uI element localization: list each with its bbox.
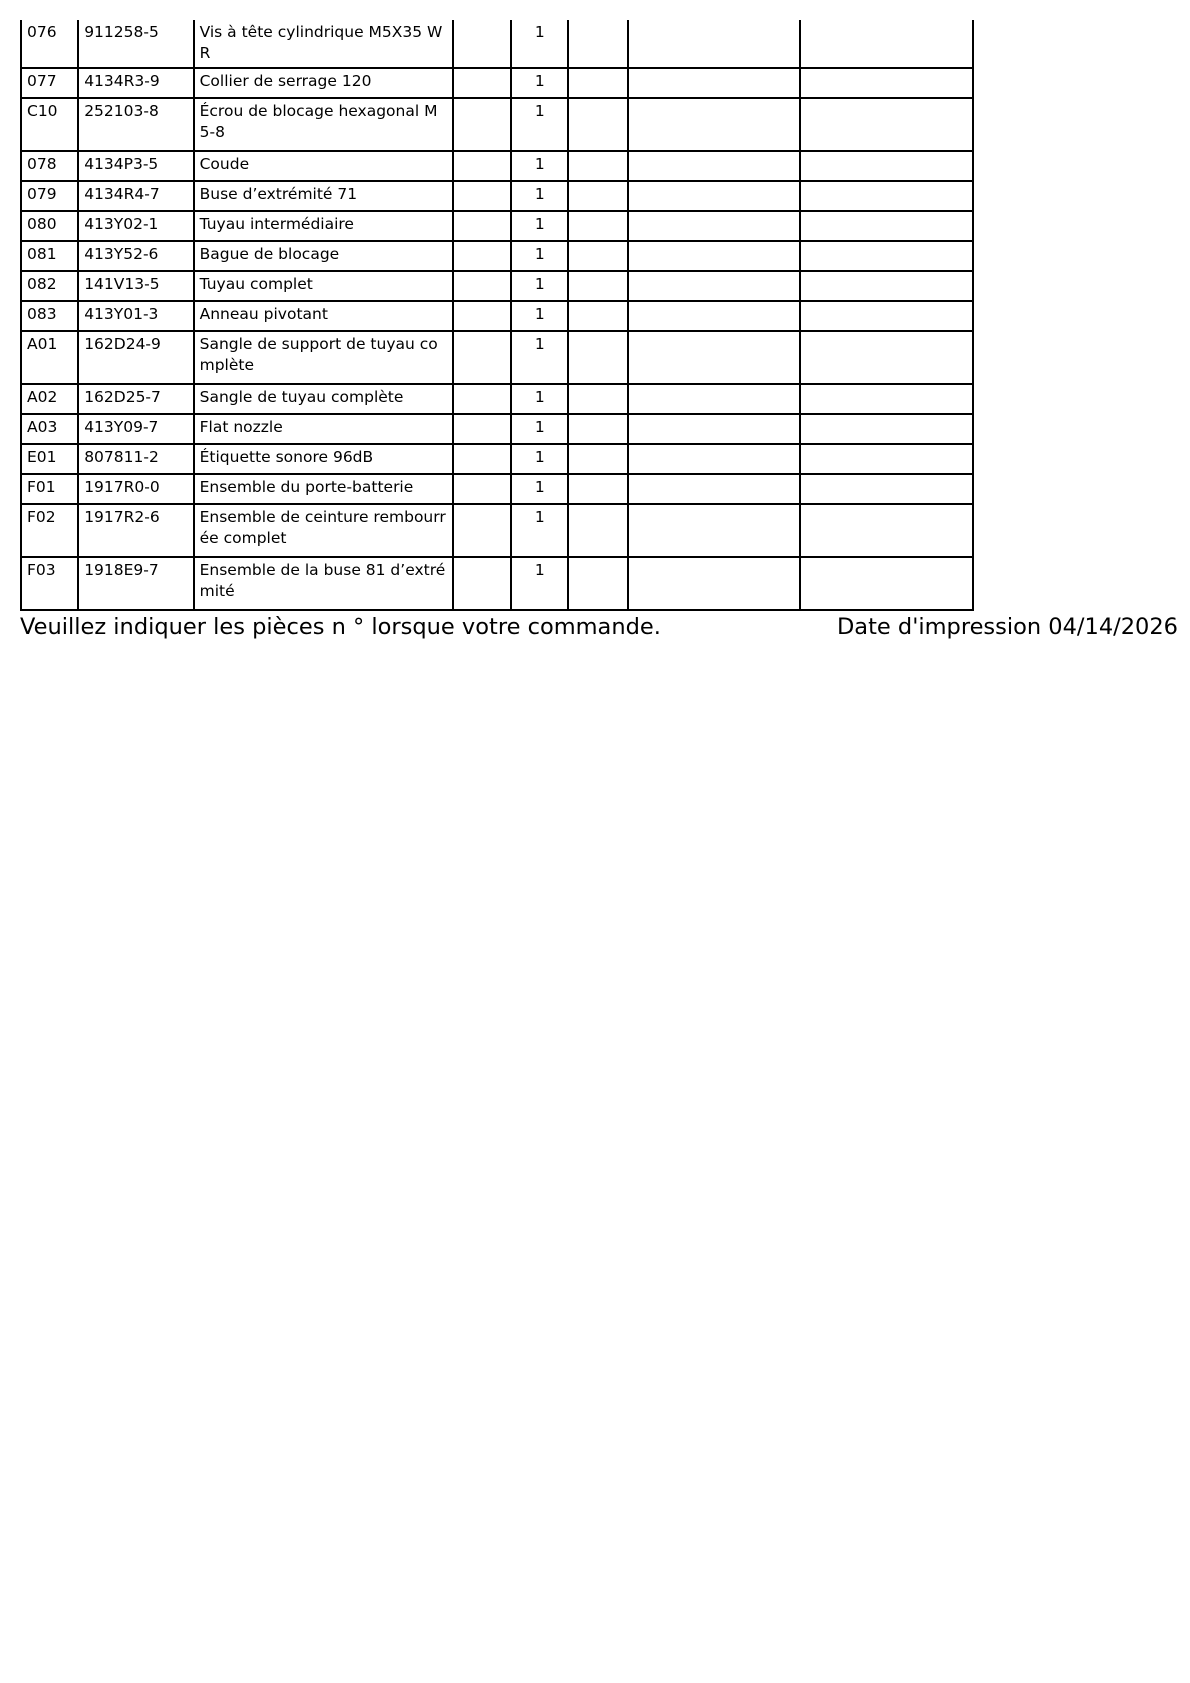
quantity-cell: 1 (511, 301, 568, 331)
table-row (21, 68, 973, 98)
empty-cell (800, 20, 973, 68)
ref-cell: 078 (21, 151, 78, 181)
ref-cell: 082 (21, 271, 78, 301)
empty-cell (453, 557, 511, 610)
table-row (21, 504, 973, 557)
empty-cell (800, 181, 973, 211)
empty-cell (628, 414, 801, 444)
empty-cell (568, 241, 627, 271)
empty-cell (800, 504, 973, 557)
order-instruction-note: Veuillez indiquer les pièces n ° lorsque votre commande. (20, 614, 661, 640)
empty-cell (453, 504, 511, 557)
ref-cell: F02 (21, 504, 78, 557)
quantity-cell: 1 (511, 271, 568, 301)
table-row (21, 211, 973, 241)
table-row (21, 414, 973, 444)
quantity-cell: 1 (511, 98, 568, 151)
quantity-cell: 1 (511, 20, 568, 68)
description-cell: Bague de blocage (194, 241, 453, 271)
table-row (21, 557, 973, 610)
table-row (21, 384, 973, 414)
empty-cell (800, 331, 973, 384)
table-row (21, 444, 973, 474)
empty-cell (628, 241, 801, 271)
empty-cell (800, 98, 973, 151)
part-number-cell: 413Y01-3 (78, 301, 193, 331)
table-row (21, 271, 973, 301)
empty-cell (800, 241, 973, 271)
table-row (21, 241, 973, 271)
description-cell: Sangle de support de tuyau complète (194, 331, 453, 384)
ref-cell: F01 (21, 474, 78, 504)
ref-cell: A02 (21, 384, 78, 414)
ref-cell: 079 (21, 181, 78, 211)
part-number-cell: 413Y52-6 (78, 241, 193, 271)
description-cell: Vis à tête cylindrique M5X35 WR (194, 20, 453, 68)
quantity-cell: 1 (511, 241, 568, 271)
table-row (21, 331, 973, 384)
empty-cell (628, 98, 801, 151)
empty-cell (453, 98, 511, 151)
part-number-cell: 4134R4-7 (78, 181, 193, 211)
description-cell: Sangle de tuyau complète (194, 384, 453, 414)
description-cell: Tuyau complet (194, 271, 453, 301)
ref-cell: 081 (21, 241, 78, 271)
empty-cell (568, 181, 627, 211)
empty-cell (800, 211, 973, 241)
empty-cell (453, 211, 511, 241)
quantity-cell: 1 (511, 384, 568, 414)
part-number-cell: 162D25-7 (78, 384, 193, 414)
empty-cell (453, 181, 511, 211)
quantity-cell: 1 (511, 504, 568, 557)
table-row (21, 151, 973, 181)
part-number-cell: 252103-8 (78, 98, 193, 151)
empty-cell (453, 331, 511, 384)
ref-cell: 076 (21, 20, 78, 68)
empty-cell (453, 68, 511, 98)
empty-cell (453, 474, 511, 504)
empty-cell (800, 151, 973, 181)
empty-cell (628, 181, 801, 211)
empty-cell (628, 504, 801, 557)
empty-cell (568, 301, 627, 331)
empty-cell (453, 384, 511, 414)
table-row (21, 20, 973, 68)
part-number-cell: 1918E9-7 (78, 557, 193, 610)
empty-cell (628, 211, 801, 241)
empty-cell (628, 331, 801, 384)
empty-cell (568, 98, 627, 151)
empty-cell (628, 474, 801, 504)
empty-cell (453, 414, 511, 444)
description-cell: Étiquette sonore 96dB (194, 444, 453, 474)
ref-cell: 080 (21, 211, 78, 241)
empty-cell (628, 271, 801, 301)
empty-cell (453, 301, 511, 331)
description-cell: Ensemble de la buse 81 d’extrémité (194, 557, 453, 610)
empty-cell (628, 557, 801, 610)
description-cell: Buse d’extrémité 71 (194, 181, 453, 211)
ref-cell: F03 (21, 557, 78, 610)
part-number-cell: 807811-2 (78, 444, 193, 474)
ref-cell: A03 (21, 414, 78, 444)
ref-cell: A01 (21, 331, 78, 384)
quantity-cell: 1 (511, 211, 568, 241)
table-row (21, 98, 973, 151)
ref-cell: 083 (21, 301, 78, 331)
part-number-cell: 1917R0-0 (78, 474, 193, 504)
empty-cell (568, 474, 627, 504)
quantity-cell: 1 (511, 181, 568, 211)
empty-cell (800, 68, 973, 98)
part-number-cell: 4134R3-9 (78, 68, 193, 98)
empty-cell (800, 444, 973, 474)
description-cell: Écrou de blocage hexagonal M5-8 (194, 98, 453, 151)
print-date: Date d'impression 04/14/2026 (836, 614, 1178, 640)
part-number-cell: 1917R2-6 (78, 504, 193, 557)
empty-cell (800, 384, 973, 414)
part-number-cell: 141V13-5 (78, 271, 193, 301)
quantity-cell: 1 (511, 151, 568, 181)
empty-cell (453, 271, 511, 301)
part-number-cell: 911258-5 (78, 20, 193, 68)
empty-cell (568, 557, 627, 610)
table-row (21, 301, 973, 331)
table-row (21, 181, 973, 211)
empty-cell (568, 414, 627, 444)
description-cell: Tuyau intermédiaire (194, 211, 453, 241)
empty-cell (800, 557, 973, 610)
ref-cell: C10 (21, 98, 78, 151)
quantity-cell: 1 (511, 557, 568, 610)
empty-cell (453, 20, 511, 68)
empty-cell (568, 151, 627, 181)
description-cell: Collier de serrage 120 (194, 68, 453, 98)
parts-table-body (21, 20, 973, 610)
empty-cell (800, 474, 973, 504)
table-row (21, 474, 973, 504)
part-number-cell: 162D24-9 (78, 331, 193, 384)
part-number-cell: 413Y02-1 (78, 211, 193, 241)
empty-cell (800, 414, 973, 444)
empty-cell (568, 211, 627, 241)
quantity-cell: 1 (511, 331, 568, 384)
ref-cell: E01 (21, 444, 78, 474)
description-cell: Ensemble de ceinture rembourrée complet (194, 504, 453, 557)
parts-table (20, 20, 974, 611)
empty-cell (568, 504, 627, 557)
empty-cell (568, 331, 627, 384)
quantity-cell: 1 (511, 474, 568, 504)
empty-cell (568, 384, 627, 414)
ref-cell: 077 (21, 68, 78, 98)
empty-cell (628, 151, 801, 181)
empty-cell (628, 68, 801, 98)
quantity-cell: 1 (511, 68, 568, 98)
empty-cell (568, 444, 627, 474)
description-cell: Coude (194, 151, 453, 181)
description-cell: Anneau pivotant (194, 301, 453, 331)
part-number-cell: 4134P3-5 (78, 151, 193, 181)
quantity-cell: 1 (511, 444, 568, 474)
empty-cell (453, 444, 511, 474)
description-cell: Flat nozzle (194, 414, 453, 444)
description-cell: Ensemble du porte-batterie (194, 474, 453, 504)
empty-cell (628, 384, 801, 414)
empty-cell (568, 20, 627, 68)
empty-cell (628, 20, 801, 68)
empty-cell (800, 271, 973, 301)
empty-cell (453, 151, 511, 181)
empty-cell (453, 241, 511, 271)
quantity-cell: 1 (511, 414, 568, 444)
part-number-cell: 413Y09-7 (78, 414, 193, 444)
empty-cell (800, 301, 973, 331)
empty-cell (568, 271, 627, 301)
empty-cell (628, 444, 801, 474)
empty-cell (568, 68, 627, 98)
empty-cell (628, 301, 801, 331)
